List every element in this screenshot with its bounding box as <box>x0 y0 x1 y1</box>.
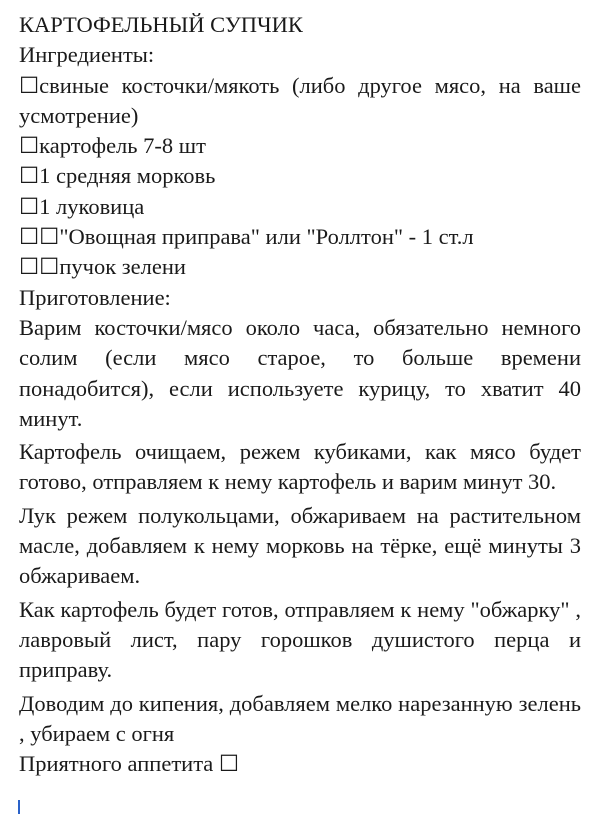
preparation-step: Как картофель будет готов, отправляем к нему "обжарку" , лавровый лист, пару горошков душистого перца и приправу. <box>19 596 581 683</box>
ingredient-item: ☐свиные косточки/мякоть (либо другое мясо, на ваше усмотрение) <box>19 72 581 128</box>
preparation-step: Варим косточки/мясо около часа, обязательно немного солим (если мясо старое, то больше времени понадобится), если используете курицу, то хватит 40 минут. <box>19 314 581 431</box>
text-cursor <box>18 800 20 814</box>
ingredient-item: ☐1 средняя морковь <box>19 163 216 189</box>
ingredient-item: ☐☐пучок зелени <box>19 254 186 280</box>
ingredients-heading: Ингредиенты: <box>19 42 155 68</box>
preparation-step: Картофель очищаем, режем кубиками, как мясо будет готово, отправляем к нему картофель и варим минут 30. <box>19 439 581 495</box>
ingredient-item: ☐1 луковица <box>19 193 145 219</box>
preparation-step: Доводим до кипения, добавляем мелко нарезанную зелень , убираем с огня <box>19 690 581 746</box>
preparation-heading: Приготовление: <box>19 284 171 310</box>
recipe-title: КАРТОФЕЛЬНЫЙ СУПЧИК <box>19 12 303 37</box>
preparation-step: Лук режем полукольцами, обжариваем на растительном масле, добавляем к нему морковь на тёрке, ещё минуты 3 обжариваем. <box>19 502 581 589</box>
ingredient-item: ☐☐"Овощная приправа" или "Роллтон" - 1 ст.л <box>19 224 474 250</box>
document-body <box>19 10 581 779</box>
closing-line: Приятного аппетита ☐ <box>19 751 240 777</box>
ingredient-item: ☐картофель 7-8 шт <box>19 133 206 159</box>
